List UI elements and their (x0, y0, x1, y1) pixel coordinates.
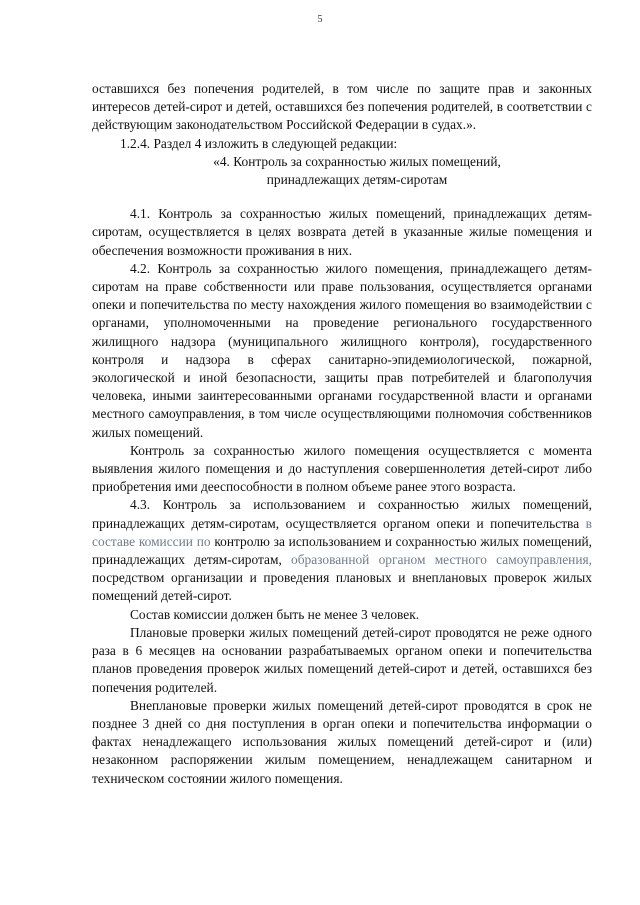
paragraph-4-3-part-c: контролю за использованием и сохранностью жилых помещений, принадлежащих детям-сиротам, (92, 533, 592, 568)
section-heading (92, 153, 592, 189)
paragraph-4-2: 4.2. Контроль за сохранностью жилого помещения, принадлежащего детям-сиротам на праве собственности или праве пользования, осуществляется органами опеки и попечительства по месту нахождения жилого помещения во взаимодействии с органами, уполномоченными на проведение регионального государственного жилищного надзора (муниципального жилищного контроля), государственного контроля и надзора в сферах санитарно-эпидемиологической, пожарной, экологической и иной безопасности, защиты прав потребителей и благополучия человека, иными заинтересованными органами государственной власти и органами местного самоуправления, в том числе осуществляющими полномочия собственников жилых помещений. (92, 260, 592, 440)
paragraph-continuation: оставшихся без попечения родителей, в том числе по защите прав и законных интересов детей-сирот и детей, оставшихся без попечения родителей, в соответствии с действующим законодательством Российской Федерации в судах.». (92, 81, 592, 133)
paragraph-4-3-faded-part-b: в составе комиссии по (92, 515, 592, 549)
section-heading-line-1: «4. Контроль за сохранностью жилых помещений, (213, 153, 501, 169)
paragraph-4-3-faded-part-d: образованной органом местного самоуправления, (291, 552, 592, 568)
paragraph-section-instruction: 1.2.4. Раздел 4 изложить в следующей редакции: (120, 135, 398, 151)
document-body (92, 80, 592, 788)
paragraph-4-1: 4.1. Контроль за сохранностью жилых помещений, принадлежащих детям-сиротам, осуществляется в целях возврата детей в указанные жилые помещения и обеспечения возможности проживания в них. (92, 206, 592, 258)
paragraph-unplanned-checks: Внеплановые проверки жилых помещений детей-сирот проводятся в срок не позднее 3 дней со дня поступления в орган опеки и попечительства информации о фактах ненадлежащего использования жилых помещений детей-сирот и (или) незаконном распоряжении жилым помещением, ненадлежащем санитарном и техническом состоянии жилого помещения. (92, 697, 592, 786)
paragraph-4-2-continued: Контроль за сохранностью жилого помещения осуществляется с момента выявления жилого помещения и до наступления совершеннолетия детей-сирот либо приобретения ими дееспособности в полном объеме ранее этого возраста. (92, 442, 592, 495)
section-heading-line-2: принадлежащих детям-сиротам (266, 172, 448, 188)
paragraph-4-3-part-a: 4.3. Контроль за использованием и сохранностью жилых помещений, принадлежащих детям-сиротам, осуществляется органом опеки и попечительства (92, 497, 592, 531)
paragraph-planned-checks: Плановые проверки жилых помещений детей-сирот проводятся не реже одного раза в 6 месяцев на основании разрабатываемых органом опеки и попечительства планов проведения проверок жилых помещений детей-сирот и детей, оставшихся без попечения родителей. (92, 624, 592, 695)
paragraph-4-3 (92, 496, 592, 605)
page-number: 5 (317, 14, 323, 25)
paragraph-commission: Состав комиссии должен быть не менее 3 человек. (130, 606, 420, 622)
paragraph-4-3-part-e: посредством организации и проведения плановых и внеплановых проверок жилых помещений детей-сирот. (92, 570, 592, 604)
